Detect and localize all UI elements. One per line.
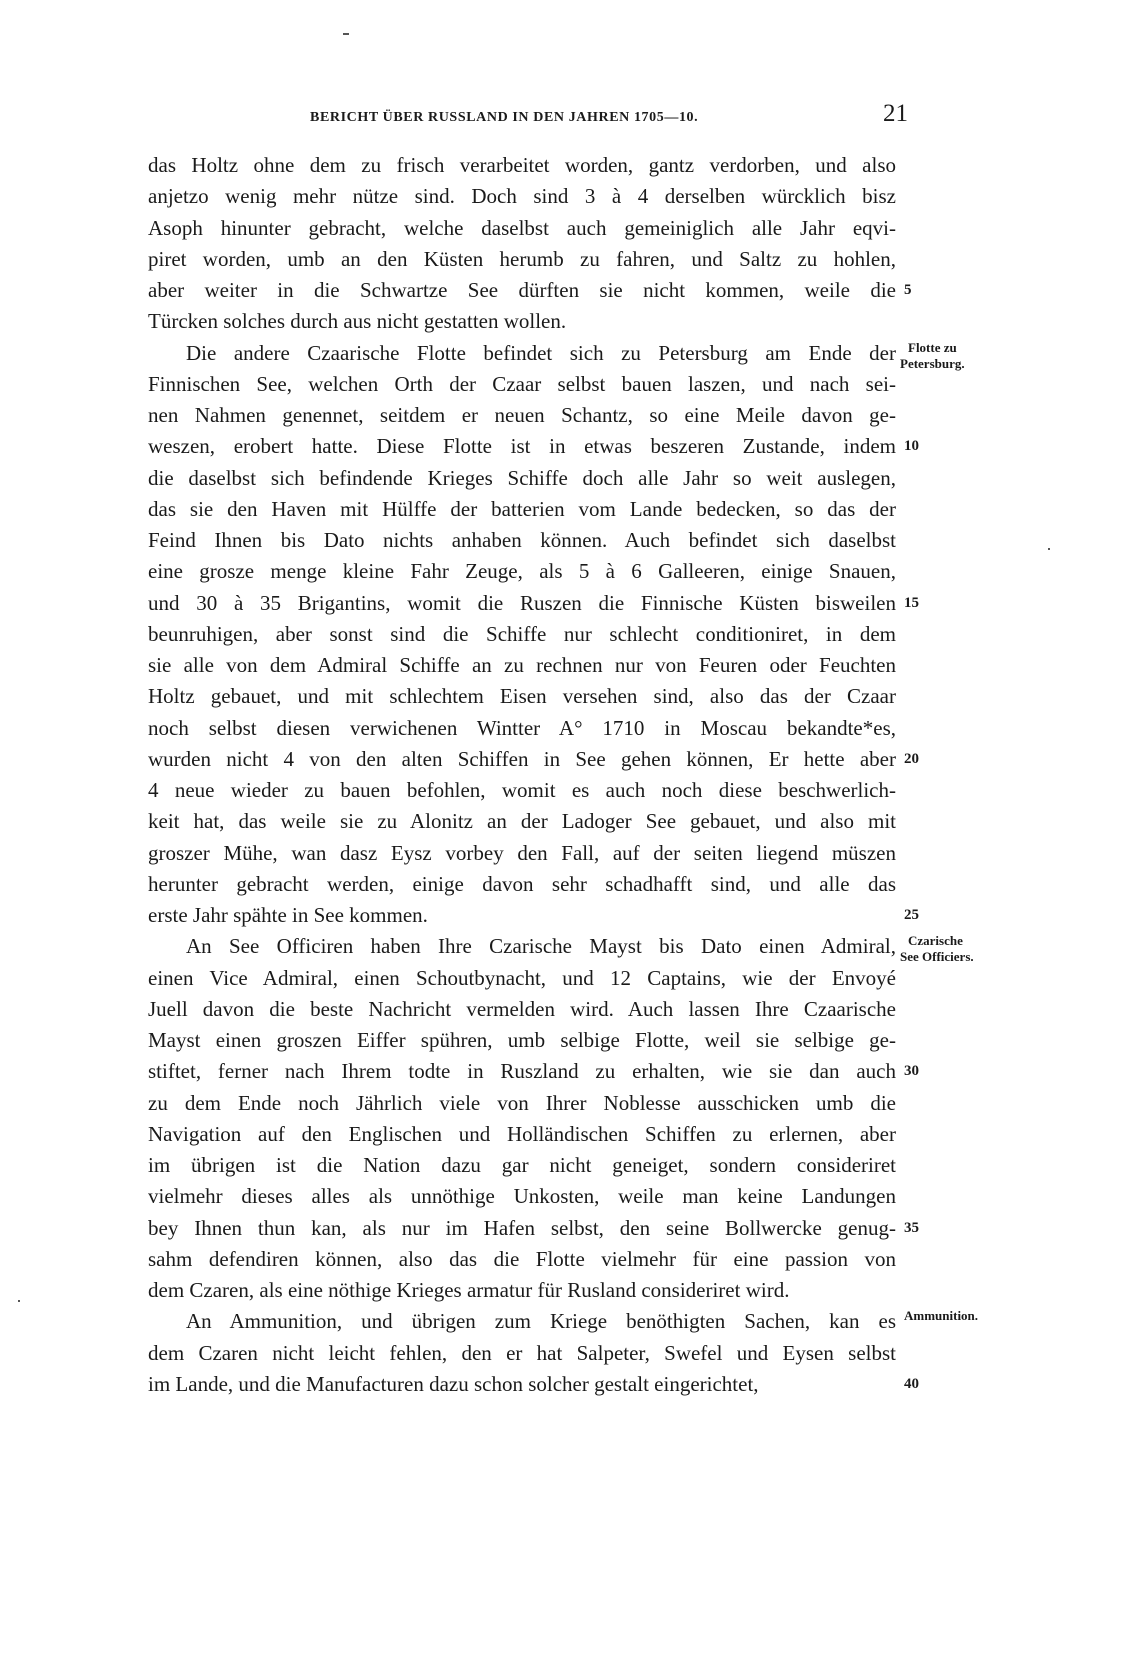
text-line: das sie den Haven mit Hülffe der batterien vom Lande bedecken, so das der [148,496,896,521]
side-note-line: Flotte zu [908,339,957,355]
text-line: eine grosze menge kleine Fahr Zeuge, als 5 à 6 Galleeren, einige Snauen, [148,559,896,584]
running-title: BERICHT ÜBER RUSSLAND IN DEN JAHREN 1705—10. [310,110,699,125]
text-line: zu dem Ende noch Jährlich viele von Ihrer Noblesse ausschicken umb die [148,1090,896,1115]
text-line: An Ammunition, und übrigen zum Kriege benöthigten Sachen, kan es [186,1309,896,1334]
text-line: und 30 à 35 Brigantins, womit die Ruszen die Finnische Küsten bisweilen [148,590,896,615]
text-line: sahm defendiren können, also das die Flotte vielmehr für eine passion von [148,1246,896,1271]
page-header [148,100,908,136]
side-note [900,339,965,372]
line-number: 40 [904,1375,919,1392]
scan-speck [1048,548,1050,550]
body-text [148,150,896,1400]
text-line: herunter gebracht werden, einige davon sehr schadhafft sind, und alle das [148,871,896,896]
scan-speck [343,33,349,35]
text-line: im Lande, und die Manufacturen dazu schon solcher gestalt eingerichtet, [148,1371,759,1396]
side-note-line: Czarische [908,933,963,949]
text-line: keit hat, das weile sie zu Alonitz an der Ladoger See gebauet, und also mit [148,809,896,834]
line-number: 5 [904,282,912,298]
text-line: Juell davon die beste Nachricht vermelden wird. Auch lassen Ihre Czaarische [148,996,896,1021]
line-number: 25 [904,907,919,923]
text-line: Asoph hinunter gebracht, welche daselbst auch gemeiniglich alle Jahr eqvi- [148,215,896,240]
side-note-line: Ammunition. [904,1308,979,1324]
text-line: Mayst einen groszen Eiffer spühren, umb selbige Flotte, weil sie selbige ge- [148,1028,896,1052]
page-number: 21 [883,100,908,127]
text-line: erste Jahr spähte in See kommen. [148,903,428,927]
text-line: 4 neue wieder zu bauen befohlen, womit es auch noch diese beschwerlich- [148,778,896,802]
text-line: die daselbst sich befindende Krieges Schiffe doch alle Jahr so weit auslegen, [148,465,896,490]
text-line: piret worden, umb an den Küsten herumb zu fahren, und Saltz zu hohlen, [148,246,896,271]
text-line: stiftet, ferner nach Ihrem todte in Ruszland zu erhalten, wie sie dan auch [148,1059,896,1084]
text-line: Feind Ihnen bis Dato nichts anhaben können. Auch befindet sich daselbst [148,528,896,552]
text-line: Navigation auf den Englischen und Holländischen Schiffen zu erlernen, aber [148,1121,896,1146]
text-line: vielmehr dieses alles als unnöthige Unkosten, weile man keine Landungen [148,1184,896,1209]
text-line: Türcken solches durch aus nicht gestatten wollen. [148,309,567,334]
text-line: Holtz gebauet, und mit schlechtem Eisen versehen sind, also das der Czaar [148,684,896,709]
text-line: sie alle von dem Admiral Schiffe an zu rechnen nur von Feuren oder Feuchten [148,653,896,677]
side-note-line: Petersburg. [900,355,965,371]
text-line: Die andere Czaarische Flotte befindet sich zu Petersburg am Ende der [186,340,896,365]
scan-speck [18,1300,20,1302]
line-number: 35 [904,1219,919,1236]
side-note-line: See Officiers. [900,949,974,965]
text-line: weszen, erobert hatte. Diese Flotte ist in etwas beszeren Zustande, indem [148,434,896,459]
text-line: im übrigen ist die Nation dazu gar nicht geneiget, sondern consideriret [148,1153,896,1177]
line-number: 20 [904,750,919,767]
text-line: anjetzo wenig mehr nütze sind. Doch sind 3 à 4 derselben würcklich bisz [148,184,896,209]
text-line: groszer Mühe, wan dasz Eysz vorbey den Fall, auf der seiten liegend müszen [148,840,896,865]
text-line: beunruhigen, aber sonst sind die Schiffe nur schlecht conditioniret, in dem [148,621,896,646]
text-line: noch selbst diesen verwichenen Wintter A° 1710 in Moscau bekandte*es, [148,715,896,740]
text-line: Finnischen See, welchen Orth der Czaar selbst bauen laszen, und nach sei- [148,371,896,396]
text-line: einen Vice Admiral, einen Schoutbynacht, und 12 Captains, wie der Envoyé [148,965,896,990]
text-line: wurden nicht 4 von den alten Schiffen in See gehen können, Er hette aber [148,746,896,771]
side-note [904,1308,978,1324]
text-line: bey Ihnen thun kan, als nur im Hafen selbst, den seine Bollwercke genug- [148,1215,896,1240]
side-note [900,933,974,965]
line-number: 15 [904,594,919,611]
text-line: aber weiter in die Schwartze See dürften sie nicht kommen, weile die [148,278,896,302]
text-line: das Holtz ohne dem zu frisch verarbeitet worden, gantz verdorben, und also [148,153,896,177]
text-line: dem Czaren, als eine nöthige Krieges armatur für Rusland consideriret wird. [148,1278,790,1302]
text-line: dem Czaren nicht leicht fehlen, den er hat Salpeter, Swefel und Eysen selbst [148,1340,896,1365]
line-number: 10 [904,438,919,455]
text-line: nen Nahmen genennet, seitdem er neuen Schantz, so eine Meile davon ge- [148,403,896,427]
text-line: An See Officiren haben Ihre Czarische Mayst bis Dato einen Admiral, [186,934,896,959]
line-number: 30 [904,1063,919,1080]
